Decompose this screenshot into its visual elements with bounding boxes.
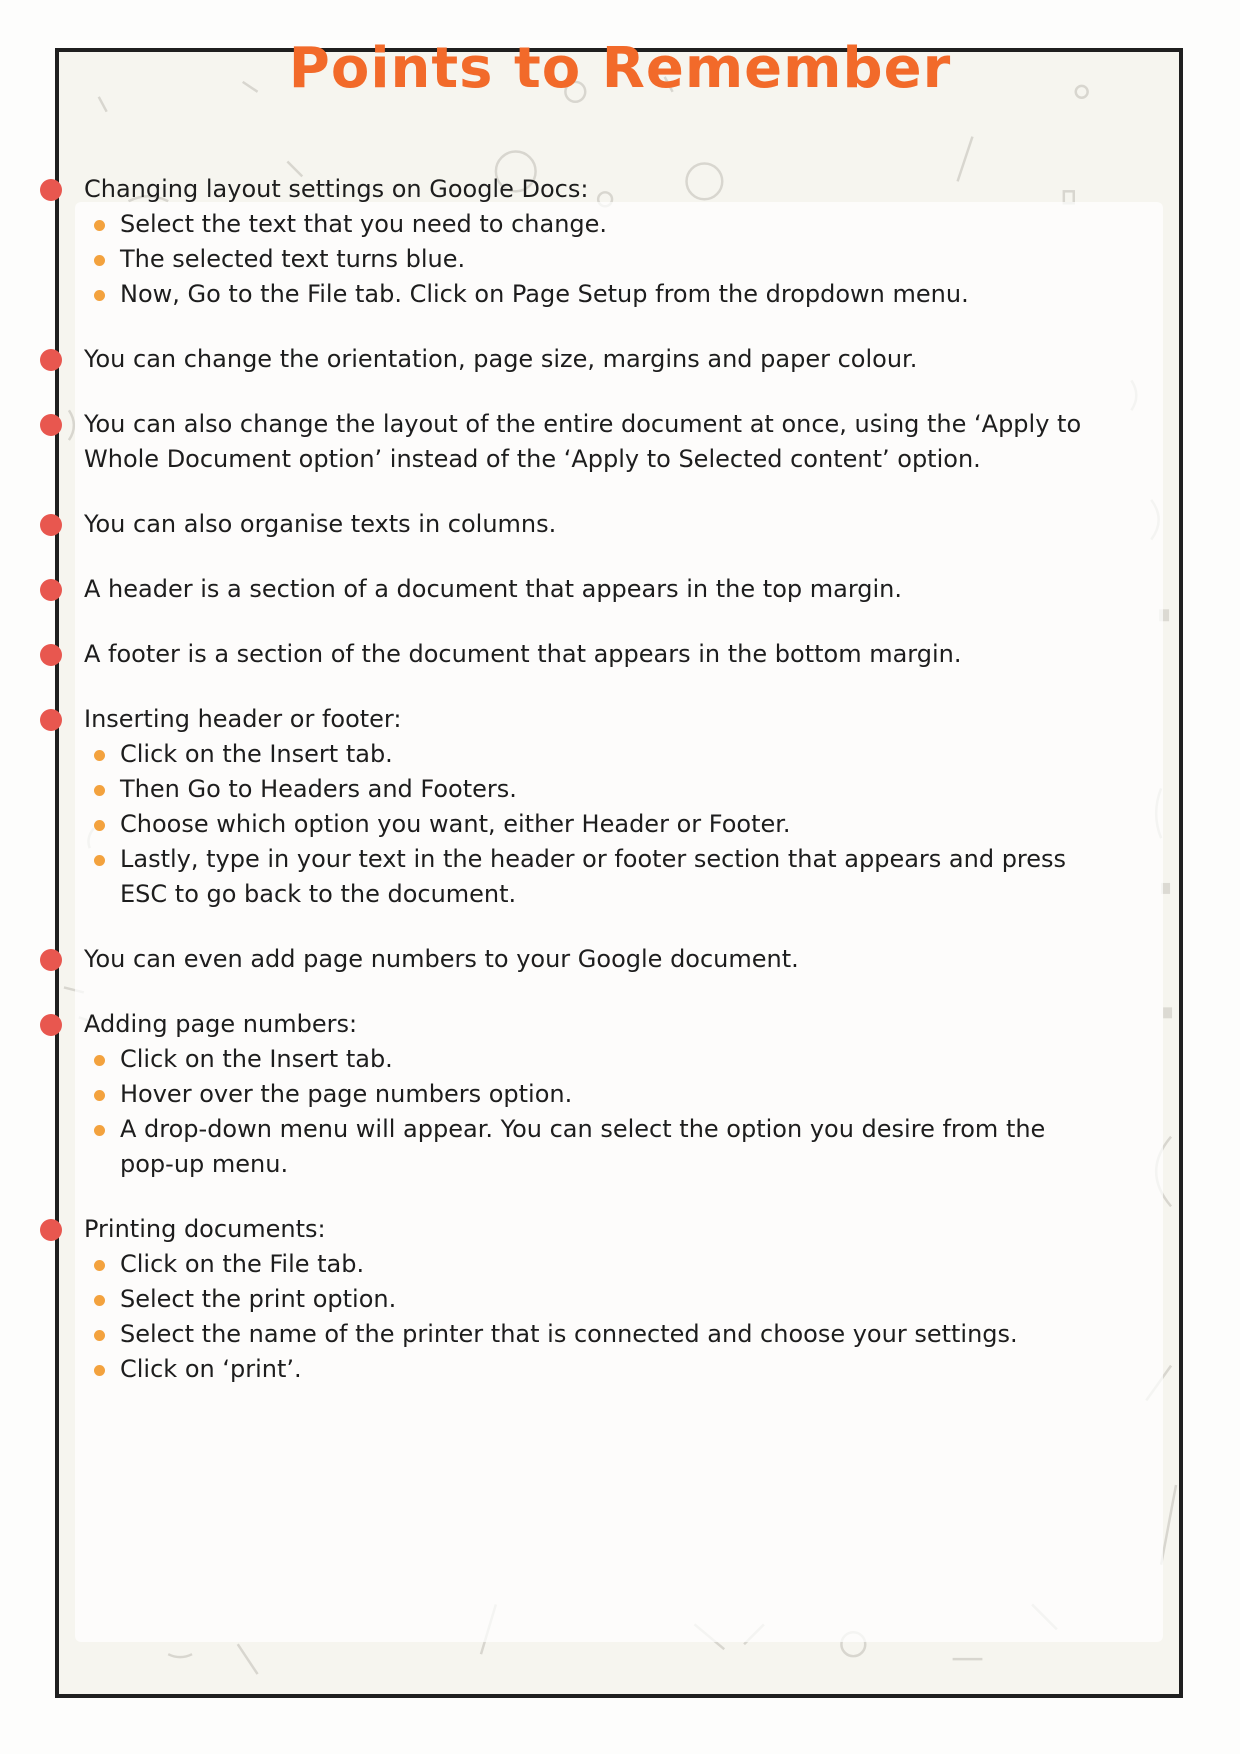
bullet-point <box>40 572 1100 607</box>
sub-point: Then Go to Headers and Footers. <box>40 772 1100 807</box>
sub-point: Click on ‘print’. <box>40 1352 1100 1387</box>
points-list <box>40 172 1100 1387</box>
bullet-point-text: You can even add page numbers to your Google document. <box>84 945 799 973</box>
sub-point: Click on the Insert tab. <box>40 737 1100 772</box>
bullet-point <box>40 407 1100 477</box>
sub-point: Select the name of the printer that is connected and choose your settings. <box>40 1317 1100 1352</box>
sub-point: The selected text turns blue. <box>40 242 1100 277</box>
bullet-point <box>40 637 1100 672</box>
bullet-point-text: You can also organise texts in columns. <box>84 510 557 538</box>
sub-points-list <box>40 737 1100 912</box>
bullet-point <box>40 342 1100 377</box>
sub-point: Click on the File tab. <box>40 1247 1100 1282</box>
bullet-point-text: Changing layout settings on Google Docs: <box>84 175 589 203</box>
bullet-point-text: A header is a section of a document that appears in the top margin. <box>84 575 903 603</box>
sub-point: Select the text that you need to change. <box>40 207 1100 242</box>
bullet-point <box>40 1007 1100 1182</box>
sub-points-list <box>40 1247 1100 1387</box>
bullet-point <box>40 1212 1100 1387</box>
sub-points-list <box>40 207 1100 312</box>
bullet-point-text: Adding page numbers: <box>84 1010 358 1038</box>
bullet-point-text: Inserting header or footer: <box>84 705 402 733</box>
sub-point: Now, Go to the File tab. Click on Page Setup from the dropdown menu. <box>40 277 1100 312</box>
sub-point: A drop-down menu will appear. You can select the option you desire from the pop-up menu. <box>40 1112 1100 1182</box>
sub-points-list <box>40 1042 1100 1182</box>
bullet-point-text: You can change the orientation, page size, margins and paper colour. <box>84 345 918 373</box>
bullet-point <box>40 507 1100 542</box>
bullet-point <box>40 942 1100 977</box>
sub-point: Hover over the page numbers option. <box>40 1077 1100 1112</box>
sub-point: Select the print option. <box>40 1282 1100 1317</box>
bullet-point <box>40 172 1100 312</box>
sub-point: Lastly, type in your text in the header or footer section that appears and press ESC to go back to the document. <box>40 842 1100 912</box>
page-title: Points to Remember <box>288 36 952 101</box>
sub-point: Choose which option you want, either Header or Footer. <box>40 807 1100 842</box>
bullet-point <box>40 702 1100 912</box>
bullet-point-text: Printing documents: <box>84 1215 326 1243</box>
bullet-point-text: A footer is a section of the document that appears in the bottom margin. <box>84 640 962 668</box>
sub-point: Click on the Insert tab. <box>40 1042 1100 1077</box>
bullet-point-text: You can also change the layout of the entire document at once, using the ‘Apply to Whole Document option’ instead of the ‘Apply to Selected content’ option. <box>84 410 1082 473</box>
